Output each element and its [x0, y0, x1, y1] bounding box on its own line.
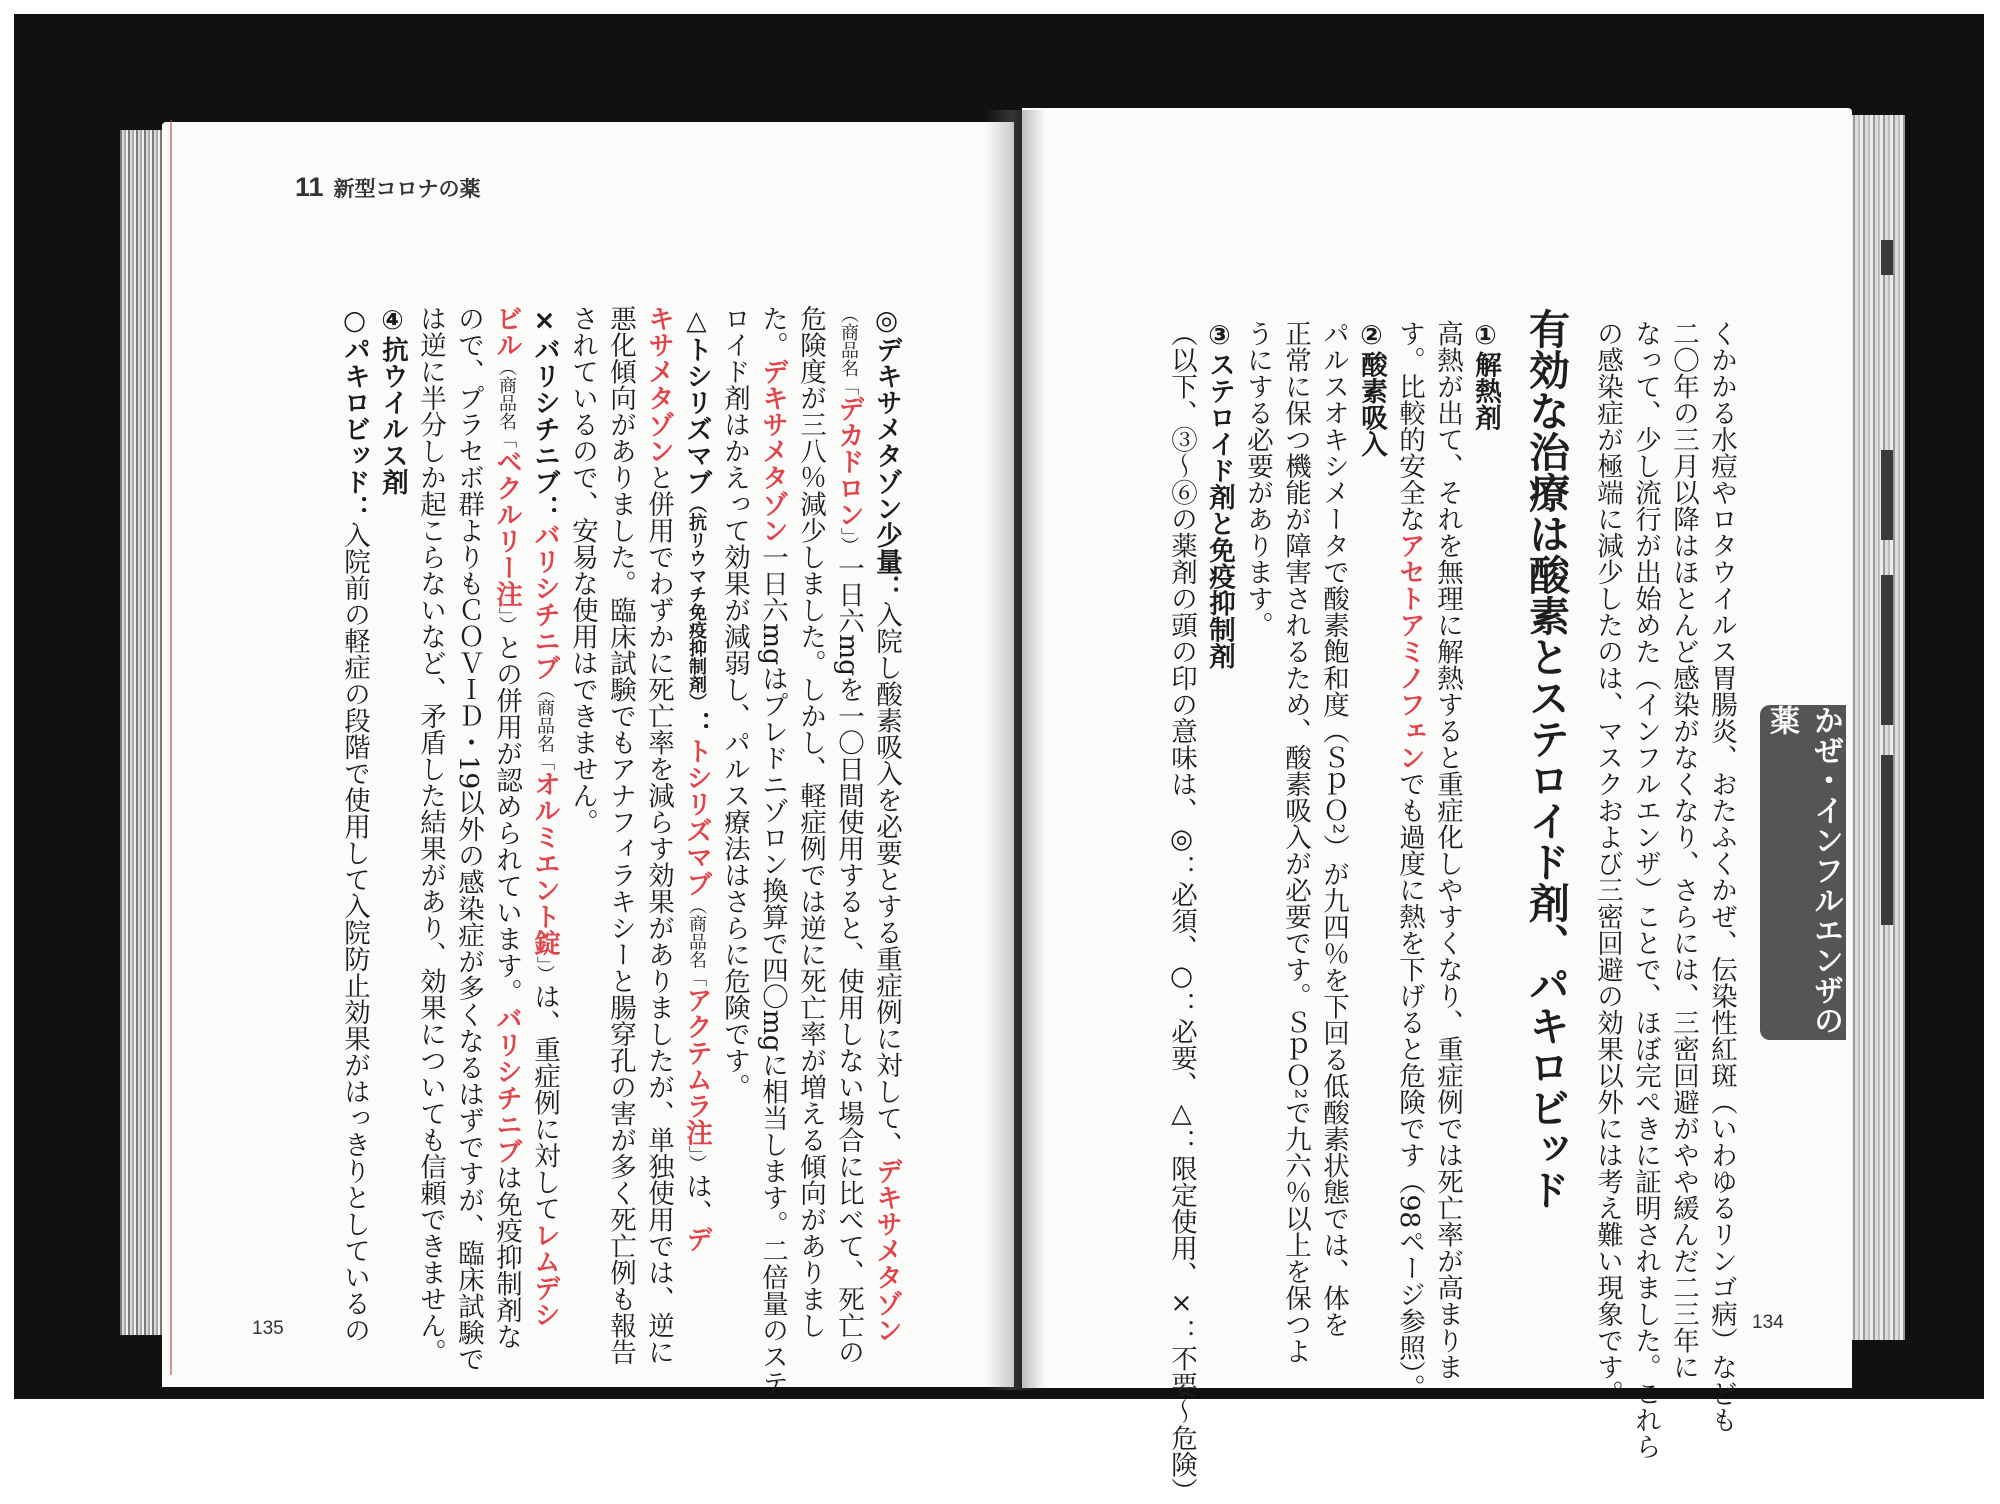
bold-heading-text: ×バリシチニブ： — [529, 305, 560, 522]
right-page-body — [1162, 308, 1740, 1504]
drug-name-highlight: アクテムラ注 — [681, 986, 712, 1146]
bold-heading-text: ③ステロイド剤と免疫抑制剤 — [1204, 320, 1235, 669]
text-line — [1588, 320, 1626, 1504]
book-gutter — [985, 110, 1045, 1390]
text-line — [449, 305, 487, 1396]
body-text: 一日六mgを一〇日間使用すると、使用しない場合に比べて、死亡の — [833, 554, 864, 1366]
body-text: の感染症が極端に減少したのは、マスクおよび三密回避の効果以外には考え難い現象です。 — [1592, 320, 1623, 1407]
bold-heading-text: ②酸素吸入 — [1356, 320, 1387, 457]
body-text: 高熱が出て、それを無理に解熱すると重症化しやすくなり、重症例では死亡率が高まりま — [1432, 320, 1463, 1380]
drug-name-highlight: デキサメタゾン — [871, 1157, 902, 1343]
text-line — [1162, 320, 1200, 1504]
text-line — [829, 305, 867, 1396]
body-text: ロイド剤はかえって効果が減弱し、パルス療法はさらに危険です。 — [719, 305, 750, 1100]
running-header — [295, 172, 481, 203]
index-mark — [1881, 575, 1893, 725]
body-text: くかかる水痘やロタウイルス胃腸炎、おたふくかぜ、伝染性紅斑（いわゆるリンゴ病）なども — [1706, 320, 1737, 1433]
text-line — [753, 305, 791, 1396]
drug-name-highlight: デキサメタゾン — [757, 358, 788, 544]
body-text: は免疫抑制剤な — [491, 1164, 522, 1350]
drug-name-highlight: バリシチニブ — [529, 521, 560, 681]
body-text: （商品名「 — [496, 358, 517, 448]
text-line — [715, 305, 753, 1396]
body-text: されているので、安易な使用はできません。 — [567, 305, 598, 835]
left-page-body — [335, 305, 905, 1396]
page-number-left: 135 — [252, 1318, 284, 1339]
body-text: 一日六mgはプレドニゾロン換算で四〇mgに相当します。二倍量のステ — [757, 543, 788, 1397]
body-text: は、 — [681, 1172, 712, 1226]
chapter-title: 新型コロナの薬 — [333, 177, 481, 201]
body-text: た。 — [757, 305, 788, 358]
drug-name-highlight: デ — [681, 1225, 712, 1252]
side-index-tab — [1760, 705, 1846, 1040]
side-tab-label: かぜ・インフルエンザの薬 — [1764, 705, 1843, 1035]
index-mark — [1881, 450, 1893, 540]
text-line — [525, 305, 563, 1396]
body-text: との併用が認められています。 — [491, 634, 522, 1005]
body-text: ので、プラセボ群よりもＣＯＶＩＤ・19以外の感染症が多くなるはずですが、臨床試験で — [453, 305, 484, 1373]
text-line — [1238, 320, 1276, 1504]
body-text: と併用でわずかに死亡率を減らす効果がありましたが、単独使用では、逆に — [643, 464, 674, 1365]
drug-name-highlight: バリシチニブ — [491, 1005, 522, 1164]
bold-heading-text: ◎デキサメタゾン少量： — [871, 305, 902, 601]
text-line — [791, 305, 829, 1396]
body-text: は逆に半分しか起こらないなど、矛盾した結果があり、効果についても信頼できません。 — [415, 305, 446, 1365]
drug-name-highlight: トシリズマブ — [681, 737, 712, 897]
drug-name-highlight: デカドロン — [833, 395, 864, 528]
text-line — [563, 305, 601, 1396]
body-text: 二〇年の三月以降はほとんど感染がなくなり、さらには、三密回避がやや緩んだ二三年に — [1668, 320, 1699, 1380]
bold-heading-text: △トシリズマブ — [681, 305, 712, 495]
drug-name-highlight: アセトアミノフェン — [1394, 532, 1425, 771]
body-text: 悪化傾向がありました。臨床試験でもアナフィラキシーと腸穿孔の害が多く死亡例も報告 — [605, 305, 636, 1365]
text-line — [411, 305, 449, 1396]
text-line — [677, 305, 715, 1396]
page-edge-rule — [170, 120, 172, 1375]
body-text: （商品名「 — [686, 896, 707, 987]
body-text: 」） — [838, 527, 859, 555]
text-line — [639, 305, 677, 1396]
text-line — [1390, 320, 1428, 1504]
drug-name-highlight: ビル — [491, 305, 522, 358]
text-line — [373, 305, 411, 1396]
body-text: でも過度に熱を下げると危険です（98ページ参照）。 — [1394, 770, 1425, 1401]
chapter-number: 11 — [295, 172, 324, 202]
bold-heading-text: （抗リウマチ免疫抑制剤） — [686, 495, 707, 711]
body-text: 入院し酸素吸入を必要とする重症例に対して、 — [871, 601, 902, 1158]
section-title: 有効な治療は酸素とステロイド剤、パキロビッド — [1522, 308, 1570, 1210]
body-text: 」） — [686, 1145, 707, 1173]
drug-name-highlight: オルミエント錠 — [529, 770, 560, 956]
body-text: （商品名「 — [838, 305, 859, 395]
text-line — [1314, 320, 1352, 1504]
body-text: 入院前の軽症の段階で使用して入院防止効果がはっきりとしているの — [339, 521, 370, 1343]
body-text: す。比較的安全な — [1394, 320, 1425, 532]
text-line — [1276, 320, 1314, 1504]
bold-heading-text: ①解熱剤 — [1470, 320, 1501, 431]
text-line — [1352, 320, 1390, 1504]
text-line — [1702, 320, 1740, 1504]
body-text: は、重症例に対して — [529, 983, 560, 1222]
body-text: （以下、③〜⑥の薬剤の頭の印の意味は、◎：必須、○：必要、△：限定使用、×：不要〜危険） — [1166, 320, 1197, 1504]
bold-heading-text: ④抗ウイルス剤 — [377, 305, 408, 495]
bold-heading-text: ○パキロビッド： — [339, 305, 370, 522]
text-line — [1200, 320, 1238, 1504]
body-text: 」） — [496, 607, 517, 634]
drug-name-highlight: レムデシ — [529, 1221, 560, 1328]
drug-name-highlight: キサメタゾン — [643, 305, 674, 464]
page-number-right: 134 — [1752, 1312, 1784, 1333]
text-line — [867, 305, 905, 1396]
body-text: 正常に保つ機能が障害されるため、酸素吸入が必要です。ＳｐＯ²で九六％以上を保つよ — [1280, 320, 1311, 1365]
body-text: （商品名「 — [534, 680, 555, 771]
drug-name-highlight: ベクルリー注 — [491, 448, 522, 607]
bold-heading-text: ： — [681, 711, 712, 738]
body-text: 」） — [534, 956, 555, 983]
body-text: なって、少し流行が出始めた（インフルエンザ）ことで、ほぼ完ぺきに証明されました。これら — [1630, 320, 1661, 1460]
body-text: 危険度が三八％減少しました。しかし、軽症例では逆に死亡率が増える傾向がありまし — [795, 305, 826, 1339]
text-line — [487, 305, 525, 1396]
body-text: パルスオキシメータで酸素飽和度（ＳｐＯ²）が九四％を下回る低酸素状態では、体を — [1318, 320, 1349, 1338]
text-line — [1664, 320, 1702, 1504]
index-mark — [1881, 240, 1893, 275]
text-line — [335, 305, 373, 1396]
text-line — [1466, 320, 1504, 1504]
text-line — [1428, 320, 1466, 1504]
text-line — [1626, 320, 1664, 1504]
body-text: うにする必要があります。 — [1242, 320, 1273, 638]
text-line — [601, 305, 639, 1396]
index-mark — [1881, 755, 1893, 925]
